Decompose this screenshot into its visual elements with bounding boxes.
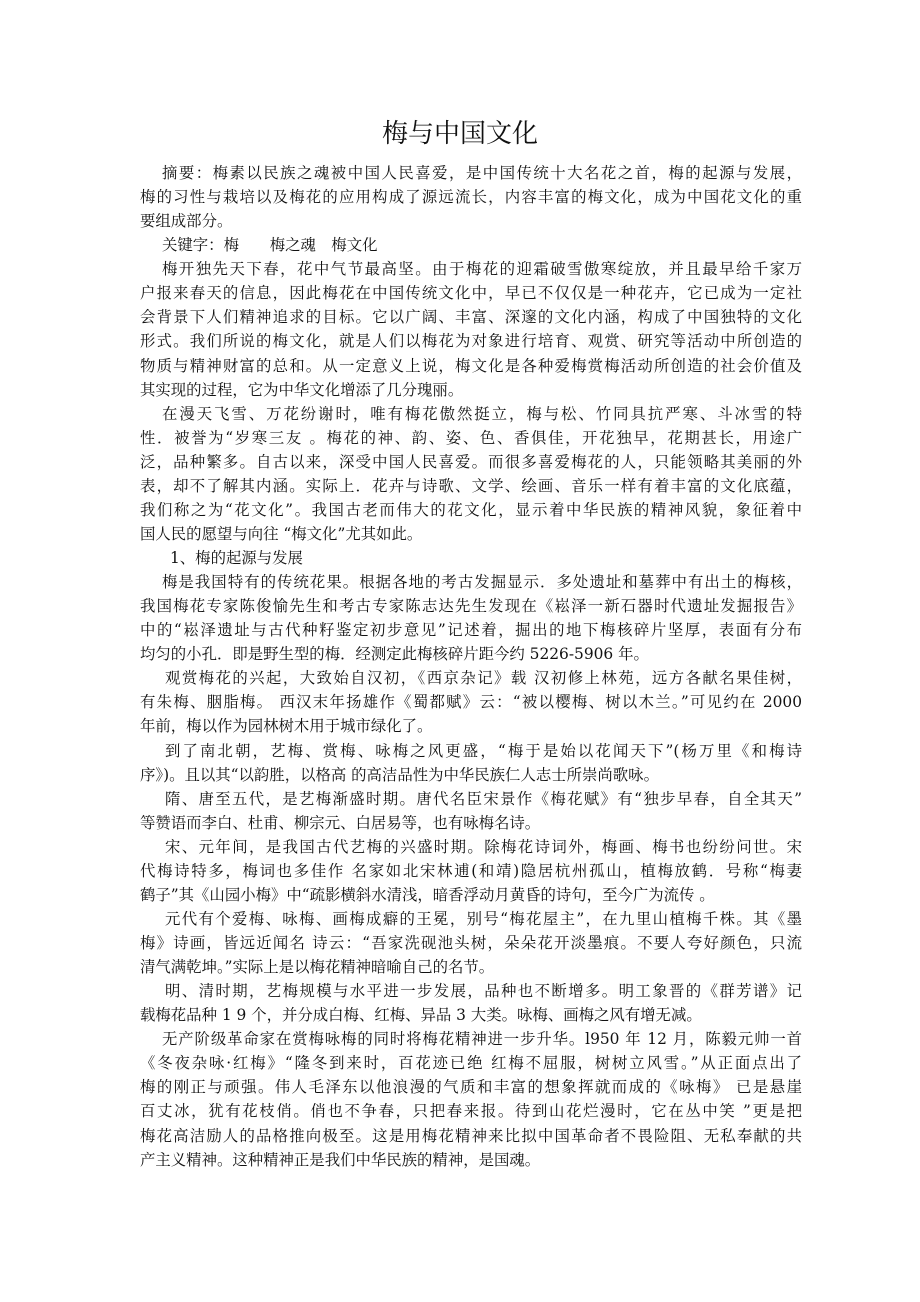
text-line: 《冬夜杂咏·红梅》“隆冬到来时，百花迹已绝 红梅不屈服，树树立风雪。”从正面点出了 [140,1054,802,1073]
text-line: 1、梅的起源与发展 [170,549,303,567]
text-line: 梅》诗画，皆远近闻名 诗云：“吾家洗砚池头树，朵朵花开淡墨痕。不要人夸好颜色，只流 [140,934,802,952]
text-line: 序》)。且以其“以韵胜，以格高 的高洁品性为中华民族仁人志士所崇尚歌咏。 [140,765,659,784]
paragraph [140,787,802,835]
section-heading [140,546,802,570]
text-line: 梅的习性与栽培以及梅花的应用构成了源远流长，内容丰富的梅文化，成为中国花文化的重 [140,188,802,207]
text-line: 清气满乾坤。”实际上是以梅花精神暗喻自己的名节。 [140,958,495,977]
text-line: 形式。我们所说的梅文化，就是人们以梅花为对象进行培育、观赏、研究等活动中所创造的 [140,332,802,351]
text-line: 我国梅花专家陈俊愉先生和考古专家陈志达先生发现在《崧泽一新石器时代遗址发掘报告》 [140,597,802,616]
text-line: 百丈冰，犹有花枝俏。俏也不争春，只把春来报。待到山花烂漫时，它在丛中笑 ”更是把 [140,1102,802,1121]
text-line: 观赏梅花的兴起，大致始自汉初，《西京杂记》载 汉初修上林苑，远方各献名果佳树， [165,669,802,688]
text-line: 性．被誉为“岁寒三友 。梅花的神、韵、姿、色、香俱佳，开花独早，花期甚长，用途广 [140,428,802,447]
text-line: 国人民的愿望与向往 “梅文化”尤其如此。 [140,524,423,543]
paragraph [140,1027,802,1171]
paragraph [140,979,802,1027]
text-line: 梅开独先天下春，花中气节最高坚。由于梅花的迎霜破雪傲寒绽放，并且最早给千家万 [162,260,802,279]
text-line: 梅是我国特有的传统花果。根据各地的考古发掘显示．多处遗址和墓葬中有出土的梅核， [162,573,802,592]
paragraph [140,739,802,787]
text-line: 会背景下人们精神追求的目标。它以广阔、丰富、深邃的文化内涵，构成了中国独特的文化 [140,308,802,327]
text-line: 泛，品种繁多。自古以来，深受中国人民喜爱。而很多喜爱梅花的人，只能领略其美丽的外 [140,452,802,471]
text-line: 关键字：梅 梅之魂 梅文化 [162,236,378,255]
keywords-paragraph [140,233,802,257]
text-line: 年前，梅以作为园林树木用于城市绿化了。 [140,717,433,736]
text-line: 物质与精神财富的总和。从一定意义上说，梅文化是各种爱梅赏梅活动所创造的社会价值及 [140,356,802,375]
text-line: 要组成部分。 [140,212,233,231]
text-line: 表，却不了解其内涵。实际上．花卉与诗歌、文学、绘画、音乐一样有着丰富的文化底蕴， [140,476,802,495]
text-line: 代梅诗特多，梅词也多佳作 名家如北宋林逋(和靖)隐居杭州孤山，植梅放鹤．号称“梅妻 [140,861,802,880]
text-line: 摘要：梅素以民族之魂被中国人民喜爱，是中国传统十大名花之首，梅的起源与发展， [162,164,802,182]
text-line: 隋、唐至五代，是艺梅渐盛时期。唐代名臣宋景作《梅花赋》有“独步早春，自全其天” [165,789,802,808]
paragraph [140,835,802,907]
text-line: 载梅花品种 1 9 个，并分成白梅、红梅、异品 3 大类。咏梅、画梅之风有增无减。 [140,1006,702,1025]
text-line: 明、清时期，艺梅规模与水平进一步发展，品种也不断增多。明工象晋的《群芳谱》记 [165,982,802,1001]
text-line: 梅的刚正与顽强。伟人毛泽东以他浪漫的气质和丰富的想象挥就而成的《咏梅》 已是悬崖 [140,1078,802,1097]
text-line: 均匀的小孔．即是野生型的梅．经测定此梅核碎片距今约 5226-5906 年。 [140,645,649,664]
paragraph [140,907,802,979]
text-line: 产主义精神。这种精神正是我们中华民族的精神，是国魂。 [140,1150,541,1169]
paragraph [140,570,802,666]
text-line: 等赞语而李白、杜甫、柳宗元、白居易等，也有咏梅名诗。 [140,813,541,832]
text-line: 无产阶级革命家在赏梅咏梅的同时将梅花精神进一步升华。l950 年 12 月，陈毅元帅一首 [162,1030,802,1049]
text-line: 其实现的过程，它为中华文化增添了几分瑰丽。 [140,380,464,399]
abstract-paragraph [140,161,802,233]
text-line: 元代有个爱梅、咏梅、画梅成癖的王冕，别号“梅花屋主”，在九里山植梅千株。其《墨 [165,909,802,928]
text-line: 在漫天飞雪、万花纷谢时，唯有梅花傲然挺立，梅与松、竹同具抗严寒、斗冰雪的特 [162,404,802,423]
text-line: 户报来春天的信息，因此梅花在中国传统文化中，早已不仅仅是一种花卉，它已成为一定社 [140,284,802,303]
text-line: 我们称之为“花文化”。我国古老而伟大的花文化，显示着中华民族的精神风貌，象征着中 [140,500,802,519]
text-line: 到了南北朝，艺梅、赏梅、咏梅之风更盛，“梅于是始以花闻天下”(杨万里《和梅诗 [165,741,802,760]
text-line: 宋、元年间，是我国古代艺梅的兴盛时期。除梅花诗词外，梅画、梅书也纷纷问世。宋 [165,837,802,856]
text-line: 中的“崧泽遗址与古代种籽鉴定初步意见”记述着，掘出的地下梅核碎片坚厚，表面有分布 [140,621,802,640]
intro-paragraph [140,257,802,401]
paragraph [140,402,802,546]
text-line: 有朱梅、胭脂梅。 西汉末年扬雄作《蜀都赋》云：“被以樱梅、树以木兰。”可见约在 2000 [140,693,802,712]
text-line: 梅花高洁励人的品格推向极至。这是用梅花精神来比拟中国革命者不畏险阻、无私奉献的共 [140,1126,802,1145]
document-body [140,161,802,1172]
paragraph [140,666,802,738]
text-line: 鹤子”其《山园小梅》中“疏影横斜水清浅，暗香浮动月黄昏的诗句，至今广为流传 。 [140,885,715,904]
document-title: 梅与中国文化 [381,119,538,149]
